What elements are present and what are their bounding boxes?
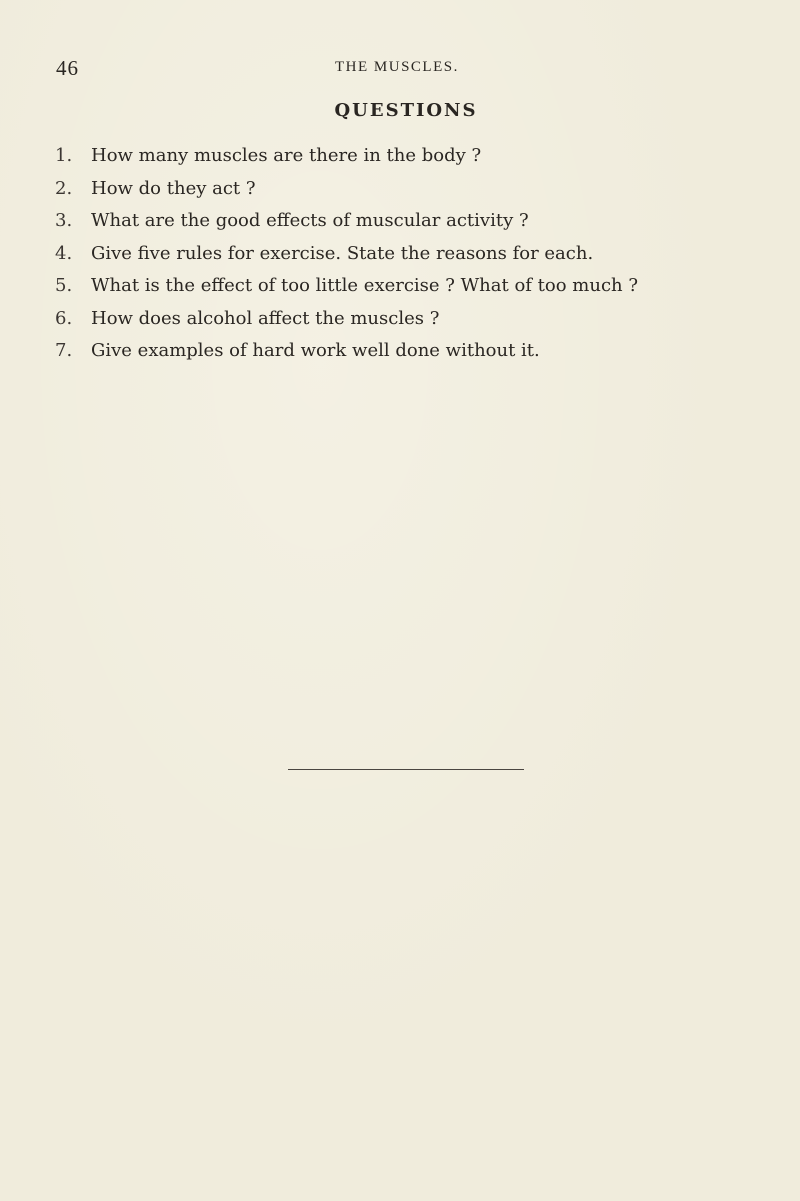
question-text: Give five rules for exercise. State the reasons for each.	[91, 242, 594, 264]
question-item	[55, 145, 800, 178]
question-text: Give examples of hard work well done without it.	[91, 340, 540, 361]
running-head	[0, 56, 800, 86]
section-heading: QUESTIONS	[334, 100, 478, 121]
page-number: 46	[56, 56, 79, 80]
question-text: What are the good effects of muscular activity ?	[91, 210, 529, 231]
question-number: 4.	[55, 242, 73, 264]
question-text: What is the effect of too little exercise ? What of too much ?	[91, 275, 639, 296]
question-number: 3.	[55, 210, 73, 231]
question-text: How do they act ?	[91, 177, 256, 199]
question-list	[55, 145, 800, 373]
question-number: 6.	[55, 307, 73, 329]
question-item	[55, 308, 800, 341]
question-item	[55, 340, 800, 373]
question-number: 2.	[55, 177, 73, 199]
question-item	[55, 210, 800, 243]
question-number: 5.	[55, 275, 73, 296]
question-text: How many muscles are there in the body ?	[91, 145, 482, 166]
question-text: How does alcohol affect the muscles ?	[91, 307, 440, 329]
question-number: 7.	[55, 340, 73, 361]
section-end-rule	[288, 769, 524, 770]
question-number: 1.	[55, 145, 73, 166]
question-item	[55, 178, 800, 211]
running-title: THE MUSCLES.	[335, 59, 459, 75]
question-item	[55, 243, 800, 276]
question-item	[55, 275, 800, 308]
